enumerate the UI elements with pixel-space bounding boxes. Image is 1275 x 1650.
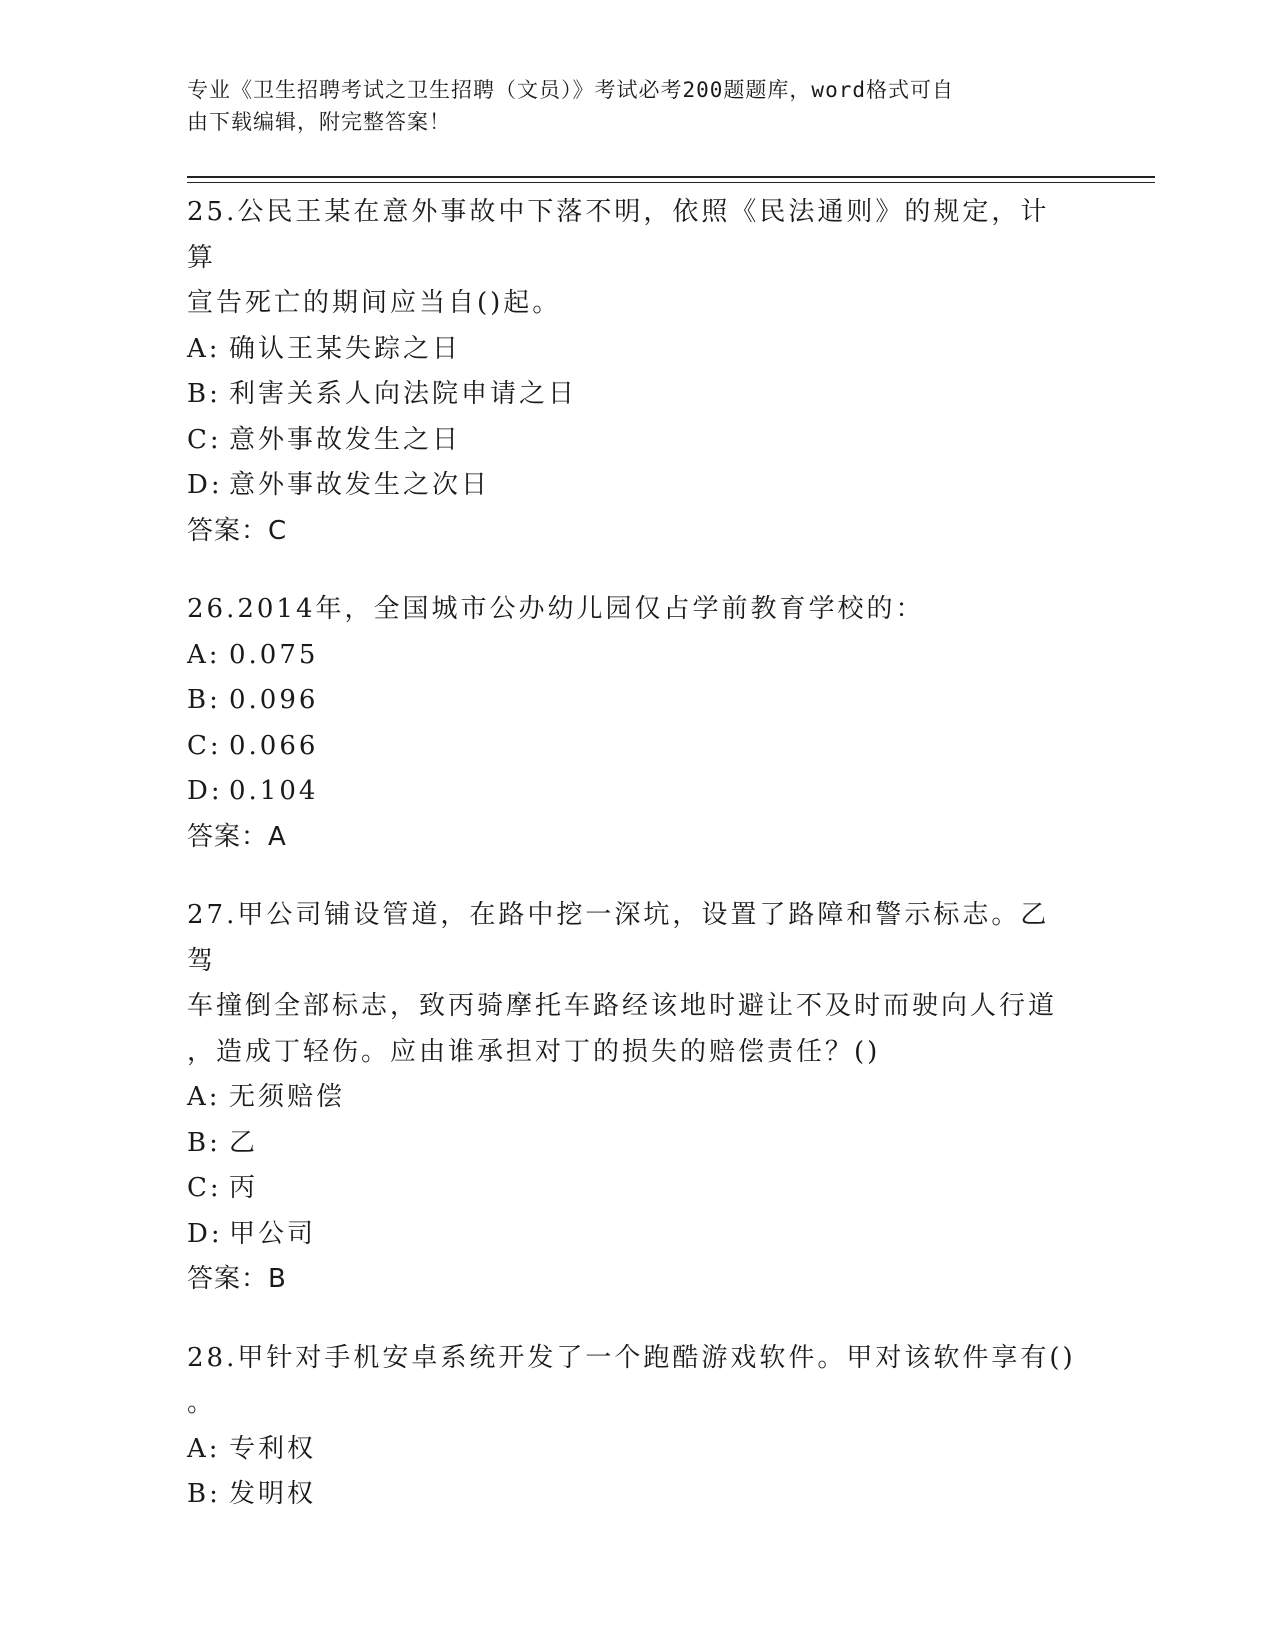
option-d	[187, 1212, 1077, 1258]
option-c	[187, 418, 1077, 464]
question-text-line: 25.公民王某在意外事故中下落不明，依照《民法通则》的规定，计算	[187, 197, 1050, 273]
option-a	[187, 327, 1077, 373]
option-text: 0.066	[229, 730, 319, 761]
question-28	[187, 1336, 1077, 1518]
question-text-line: 26.2014年，全国城市公办幼儿园仅占学前教育学校的：	[187, 594, 925, 624]
header-line-1: 专业《卫生招聘考试之卫生招聘（文员）》考试必考200题题库，word格式可自	[187, 78, 954, 102]
header-line-2: 由下载编辑，附完整答案！	[187, 110, 451, 134]
option-a	[187, 633, 1077, 679]
option-c	[187, 724, 1077, 770]
question-text-line: 。	[187, 1388, 217, 1418]
option-text: 确认王某失踪之日	[229, 333, 462, 364]
option-letter: B:	[187, 1127, 221, 1158]
header-rule-thick	[187, 176, 1155, 178]
option-letter: C:	[187, 730, 222, 761]
answer-line: 答案：C	[187, 515, 288, 546]
option-a	[187, 1075, 1077, 1121]
option-text: 专利权	[229, 1433, 317, 1464]
option-d	[187, 769, 1077, 815]
question-text-line: 28.甲针对手机安卓系统开发了一个跑酷游戏软件。甲对该软件享有()	[187, 1342, 1076, 1373]
option-letter: B:	[187, 379, 221, 409]
question-list	[187, 190, 1077, 1551]
question-25	[187, 190, 1077, 554]
option-text: 丙	[229, 1173, 259, 1203]
option-text: 无须赔偿	[229, 1082, 346, 1112]
option-letter: B:	[187, 1479, 221, 1509]
question-text-line: 27.甲公司铺设管道，在路中挖一深坑，设置了路障和警示标志。乙驾	[187, 900, 1050, 976]
option-text: 甲公司	[229, 1218, 317, 1249]
option-b	[187, 1121, 1077, 1167]
option-text: 0.075	[229, 639, 319, 670]
option-b	[187, 1472, 1077, 1518]
question-text-line: ，造成丁轻伤。应由谁承担对丁的损失的赔偿责任？()	[187, 1036, 881, 1067]
option-letter: C:	[187, 424, 222, 455]
option-text: 发明权	[229, 1479, 317, 1509]
option-letter: A:	[187, 333, 221, 364]
option-a	[187, 1427, 1077, 1473]
answer-line: 答案：B	[187, 1264, 287, 1294]
option-text: 意外事故发生之日	[229, 424, 462, 455]
option-text: 意外事故发生之次日	[229, 470, 491, 500]
option-b	[187, 678, 1077, 724]
question-27	[187, 893, 1077, 1303]
option-letter: D:	[187, 776, 223, 806]
option-letter: A:	[187, 1433, 221, 1464]
option-c	[187, 1166, 1077, 1212]
option-text: 乙	[229, 1127, 259, 1158]
header-rule-thin	[187, 182, 1155, 183]
question-text-line: 宣告死亡的期间应当自()起。	[187, 288, 562, 318]
option-letter: B:	[187, 685, 221, 715]
option-letter: C:	[187, 1173, 222, 1203]
option-b	[187, 372, 1077, 418]
document-header	[187, 74, 1067, 138]
question-26	[187, 587, 1077, 860]
answer-line: 答案：A	[187, 821, 287, 852]
option-letter: A:	[187, 639, 221, 670]
option-text: 0.096	[229, 685, 319, 715]
option-letter: D:	[187, 1218, 223, 1249]
option-letter: D:	[187, 470, 223, 500]
question-text-line: 车撞倒全部标志，致丙骑摩托车路经该地时避让不及时而驶向人行道	[187, 991, 1058, 1021]
option-letter: A:	[187, 1082, 221, 1112]
option-d	[187, 463, 1077, 509]
option-text: 0.104	[229, 776, 319, 806]
option-text: 利害关系人向法院申请之日	[229, 379, 578, 409]
